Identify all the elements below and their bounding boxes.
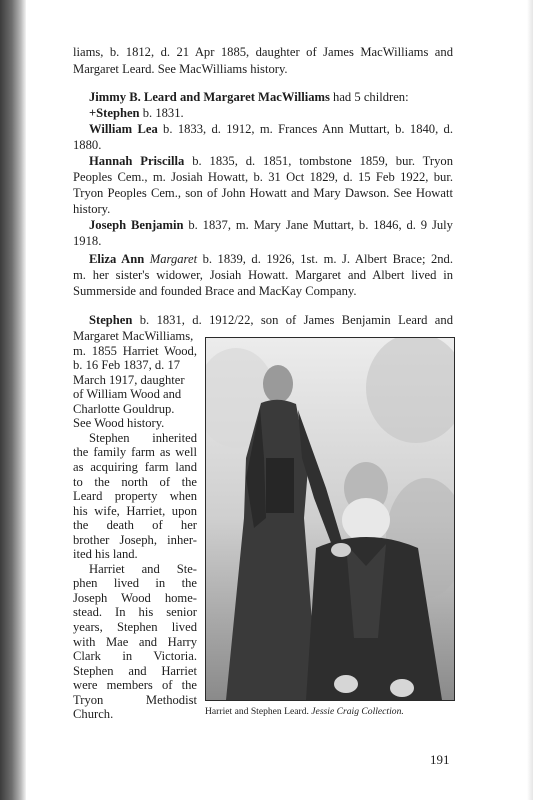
stephen-bio-line: Stephen inherited	[89, 430, 197, 445]
stephen-bio-line: b. 16 Feb 1837, d. 17	[73, 358, 181, 373]
page-number: 191	[430, 752, 450, 767]
stephen-bio-line: Clark in Victoria.	[73, 649, 197, 664]
intro-line-2: Margaret Leard. See MacWilliams history.	[73, 62, 288, 76]
stephen-bio-line: Leard property when	[73, 489, 197, 504]
parents-names: Jimmy B. Leard and Margaret MacWilliams	[89, 90, 330, 104]
child-name-italic: Margaret	[144, 252, 198, 266]
stephen-bio-line: of William Wood and	[73, 387, 182, 402]
child-entry-eliza: Eliza Ann Margaret b. 1839, d. 1926, 1st. m. J. Albert Brace; 2nd.	[89, 252, 454, 266]
child-name: William Lea	[89, 122, 158, 136]
child-name: Eliza Ann	[89, 252, 145, 266]
stephen-bio-line: were members of the	[73, 678, 197, 693]
page-edge	[527, 0, 533, 800]
stephen-bio-line: to the north of the	[73, 474, 197, 489]
photo-harriet-and-stephen	[205, 337, 455, 701]
child-entry-hannah: Hannah Priscilla b. 1835, d. 1851, tombstone 1859, bur. Tryon	[89, 154, 453, 168]
child-entry-joseph-cont: 1918.	[73, 234, 102, 248]
stephen-bio-line: Tryon Methodist	[73, 692, 197, 707]
child-entry-william-cont: 1880.	[73, 138, 102, 152]
photo-caption-source: Jessie Craig Collection.	[311, 706, 404, 717]
stephen-bio-first-line: Stephen b. 1831, d. 1912/22, son of James Benjamin Leard and	[89, 313, 453, 327]
stephen-bio-line: stead. In his senior	[73, 605, 197, 620]
stephen-bio-line: as acquiring farm land	[73, 459, 197, 474]
stephen-bio-line: with Mae and Harry	[73, 634, 197, 649]
child-entry-stephen: +Stephen b. 1831.	[89, 106, 184, 120]
stephen-bio-line: the family farm as well	[73, 445, 197, 460]
stephen-bio-line: m. 1855 Harriet Wood,	[73, 343, 197, 358]
child-entry-eliza-cont: m. her sister's widower, Josiah Howatt. Margaret and Albert lived in	[73, 268, 453, 282]
child-name: Joseph Benjamin	[89, 218, 184, 232]
stephen-bio-line: ited his land.	[73, 547, 138, 562]
stephen-bio-line: brother Joseph, inher-	[73, 532, 197, 547]
child-name: Hannah Priscilla	[89, 154, 185, 168]
photo-image	[206, 338, 454, 700]
intro-line-1: liams, b. 1812, d. 21 Apr 1885, daughter of James MacWilliams and	[73, 45, 453, 59]
book-gutter-shadow	[0, 0, 26, 800]
child-name: +Stephen	[89, 106, 140, 120]
stephen-name: Stephen	[89, 313, 133, 327]
stephen-bio-line: Harriet and Ste-	[89, 561, 197, 576]
child-entry-hannah-cont: Peoples Cem., m. Josiah Howatt, b. 31 Oct 1829, d. 15 Feb 1922, bur.	[73, 170, 453, 184]
stephen-bio-line: Charlotte Gouldrup.	[73, 401, 175, 416]
stephen-bio-line: See Wood history.	[73, 416, 165, 431]
child-entry-eliza-cont: Summerside and founded Brace and MacKay Company.	[73, 284, 357, 298]
stephen-bio-line: his wife, Harriet, upon	[73, 503, 197, 518]
stephen-bio-line: Joseph Wood home-	[73, 590, 197, 605]
children-count: had 5 children:	[329, 90, 409, 104]
stephen-bio-line: Church.	[73, 707, 114, 722]
stephen-bio-line: the death of her	[73, 518, 197, 533]
stephen-bio-line: March 1917, daughter	[73, 372, 185, 387]
child-entry-hannah-cont: Tryon Peoples Cem., son of John Howatt and Mary Dawson. See Howatt	[73, 186, 453, 200]
stephen-bio-line: Margaret MacWilliams,	[73, 329, 194, 343]
photo-caption: Harriet and Stephen Leard. Jessie Craig Collection.	[205, 706, 404, 717]
child-entry-hannah-cont: history.	[73, 202, 111, 216]
child-entry-joseph: Joseph Benjamin b. 1837, m. Mary Jane Muttart, b. 1846, d. 9 July	[89, 218, 453, 232]
stephen-bio-line: phen lived in the	[73, 576, 197, 591]
stephen-bio-line: Stephen and Harriet	[73, 663, 197, 678]
stephen-bio-line: years, Stephen lived	[73, 620, 197, 634]
children-header	[89, 89, 409, 106]
child-entry-william: William Lea b. 1833, d. 1912, m. Frances Ann Muttart, b. 1840, d.	[89, 122, 453, 136]
